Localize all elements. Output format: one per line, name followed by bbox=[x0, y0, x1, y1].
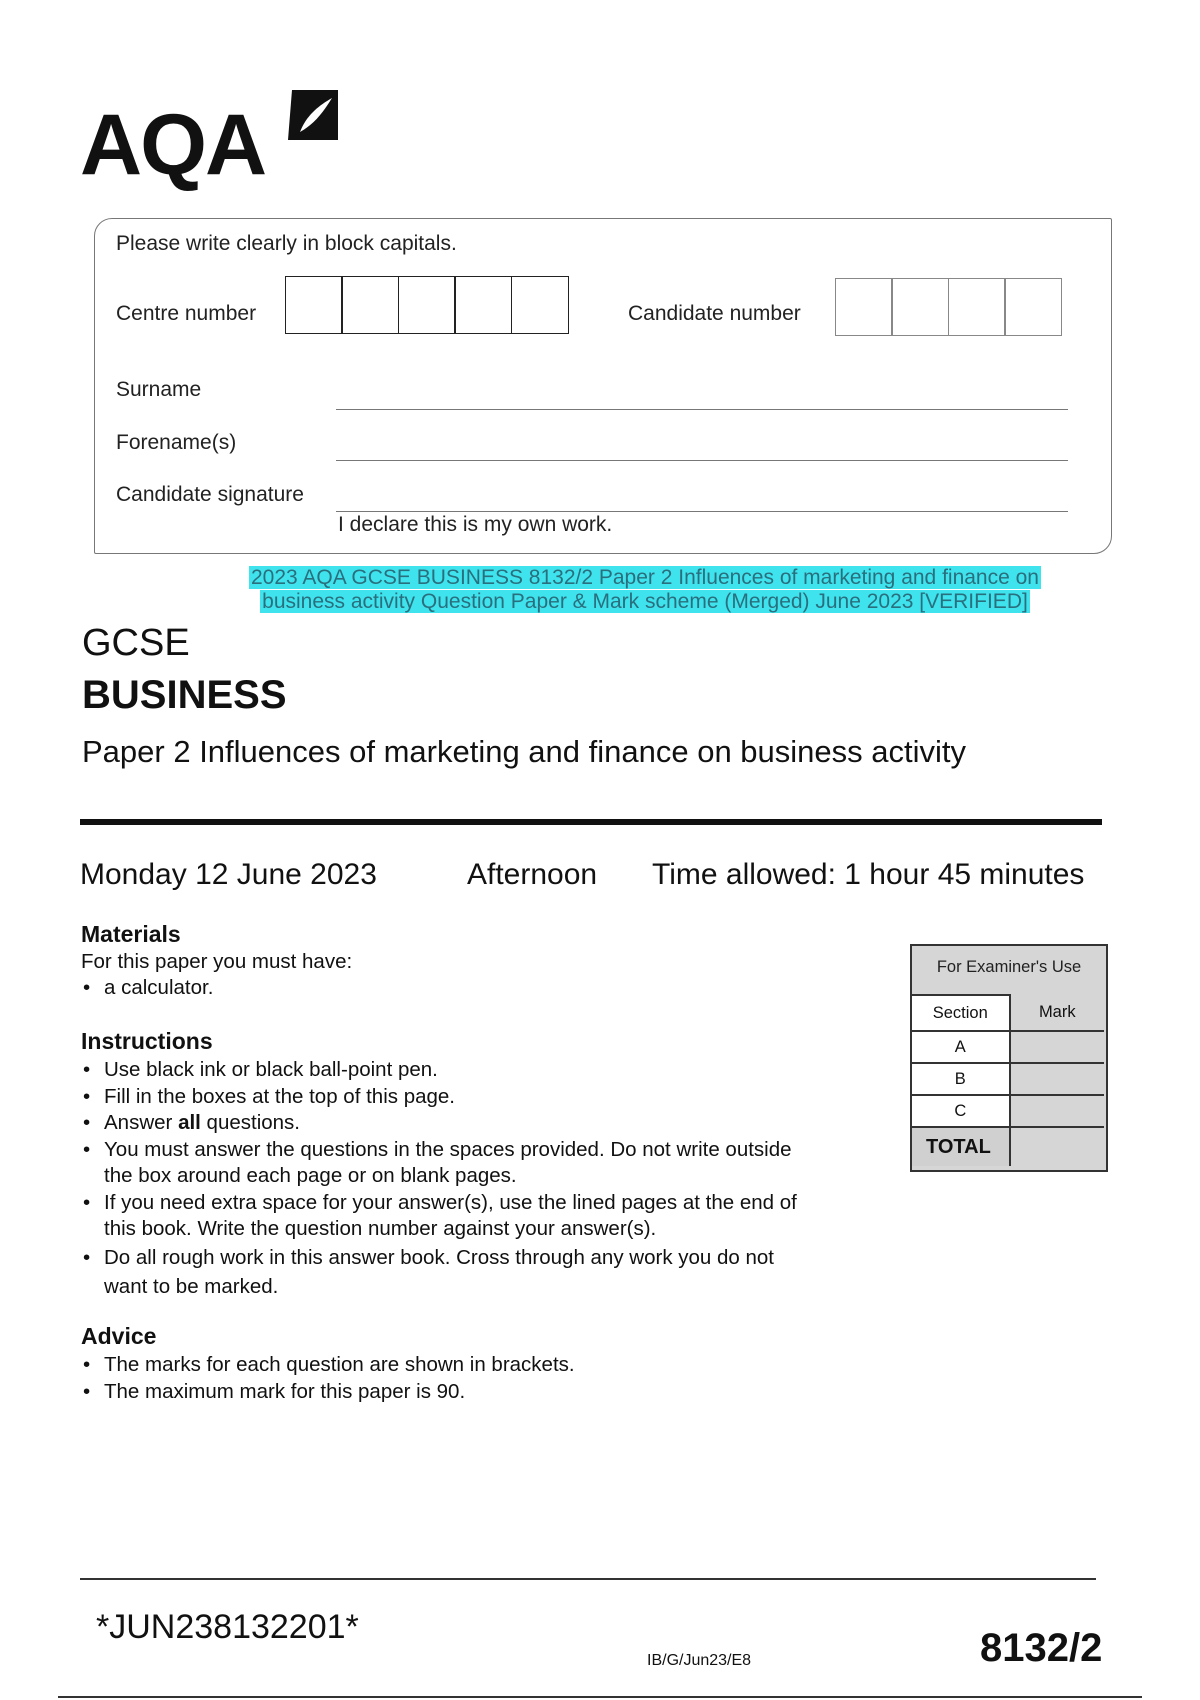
candidate-digit-box[interactable] bbox=[1004, 278, 1062, 336]
instruction-item: • Fill in the boxes at the top of this page. bbox=[81, 1084, 881, 1111]
document-reference: IB/G/Jun23/E8 bbox=[647, 1652, 752, 1669]
instructions-heading: Instructions bbox=[81, 1028, 213, 1054]
highlight-line-1: 2023 AQA GCSE BUSINESS 8132/2 Paper 2 Influences of marketing and finance on bbox=[251, 566, 1039, 589]
instruction-item: • You must answer the questions in the spaces provided. Do not write outside the box around each page or on blank pages. bbox=[81, 1137, 881, 1190]
highlight-line-2: business activity Question Paper & Mark scheme (Merged) June 2023 [VERIFIED] bbox=[262, 590, 1028, 613]
section-c-cell: C bbox=[911, 1095, 1010, 1127]
surname-field[interactable] bbox=[336, 409, 1068, 410]
centre-digit-box[interactable] bbox=[511, 276, 569, 334]
instructions-section bbox=[81, 1028, 881, 1301]
candidate-number-label: Candidate number bbox=[628, 302, 801, 325]
exam-date: Monday 12 June 2023 bbox=[80, 858, 377, 891]
centre-digit-box[interactable] bbox=[285, 276, 343, 334]
barcode-id: *JUN238132201* bbox=[96, 1608, 359, 1646]
surname-label: Surname bbox=[116, 378, 202, 401]
logo-text: AQA bbox=[80, 97, 266, 193]
footer-divider bbox=[80, 1578, 1096, 1580]
advice-heading: Advice bbox=[81, 1323, 157, 1349]
centre-digit-box[interactable] bbox=[341, 276, 399, 334]
instruction-item: • If you need extra space for your answer(s), use the lined pages at the end of this book. Write the question number against your answer(s). bbox=[81, 1190, 881, 1243]
centre-number-boxes[interactable] bbox=[286, 276, 569, 334]
centre-digit-box[interactable] bbox=[454, 276, 512, 334]
page-bottom-rule bbox=[58, 1696, 1142, 1698]
forenames-label: Forename(s) bbox=[116, 431, 237, 454]
signature-label: Candidate signature bbox=[116, 483, 304, 506]
mark-cell bbox=[1010, 1063, 1104, 1095]
mark-column-header: Mark bbox=[1010, 995, 1104, 1031]
advice-item: • The marks for each question are shown in brackets. bbox=[81, 1352, 871, 1379]
qualification-title: GCSE bbox=[82, 622, 190, 664]
instruction-item: • Do all rough work in this answer book. Cross through any work you do not want to be marked. bbox=[81, 1243, 881, 1301]
candidate-digit-box[interactable] bbox=[835, 278, 893, 336]
section-column-header: Section bbox=[911, 995, 1010, 1031]
signature-field[interactable] bbox=[336, 511, 1068, 512]
section-b-cell: B bbox=[911, 1063, 1010, 1095]
emphasis-all: all bbox=[178, 1111, 201, 1134]
exam-session: Afternoon bbox=[467, 858, 598, 891]
advice-item: • The maximum mark for this paper is 90. bbox=[81, 1379, 871, 1406]
aqa-leaf-icon bbox=[282, 88, 340, 152]
examiner-use-table bbox=[910, 944, 1108, 1172]
materials-item: • a calculator. bbox=[81, 975, 871, 1002]
instruction-item: • Answer all questions. bbox=[81, 1110, 881, 1137]
mark-cell bbox=[1010, 1095, 1104, 1127]
centre-number-label: Centre number bbox=[116, 302, 257, 325]
centre-digit-box[interactable] bbox=[398, 276, 456, 334]
forenames-field[interactable] bbox=[336, 460, 1068, 461]
block-capitals-instruction: Please write clearly in block capitals. bbox=[116, 232, 457, 255]
materials-heading: Materials bbox=[81, 921, 181, 947]
candidate-number-boxes[interactable] bbox=[836, 278, 1062, 336]
examiner-table-heading: For Examiner's Use bbox=[936, 958, 1082, 976]
declaration-text: I declare this is my own work. bbox=[338, 513, 613, 536]
total-label: TOTAL bbox=[911, 1127, 1010, 1166]
paper-title: Paper 2 Influences of marketing and finance on business activity bbox=[82, 734, 967, 769]
instruction-item: • Use black ink or black ball-point pen. bbox=[81, 1057, 881, 1084]
candidate-digit-box[interactable] bbox=[891, 278, 949, 336]
highlighted-document-title bbox=[180, 566, 1110, 614]
materials-section bbox=[81, 921, 871, 1002]
section-a-cell: A bbox=[911, 1031, 1010, 1063]
candidate-digit-box[interactable] bbox=[948, 278, 1006, 336]
advice-section bbox=[81, 1323, 871, 1405]
aqa-logo bbox=[80, 88, 350, 193]
total-mark-cell bbox=[1010, 1127, 1104, 1166]
time-allowed: Time allowed: 1 hour 45 minutes bbox=[652, 858, 1085, 891]
subject-title: BUSINESS bbox=[82, 673, 287, 717]
mark-cell bbox=[1010, 1031, 1104, 1063]
paper-code: 8132/2 bbox=[980, 1626, 1103, 1670]
materials-intro: For this paper you must have: bbox=[81, 950, 353, 973]
header-divider bbox=[80, 819, 1102, 825]
